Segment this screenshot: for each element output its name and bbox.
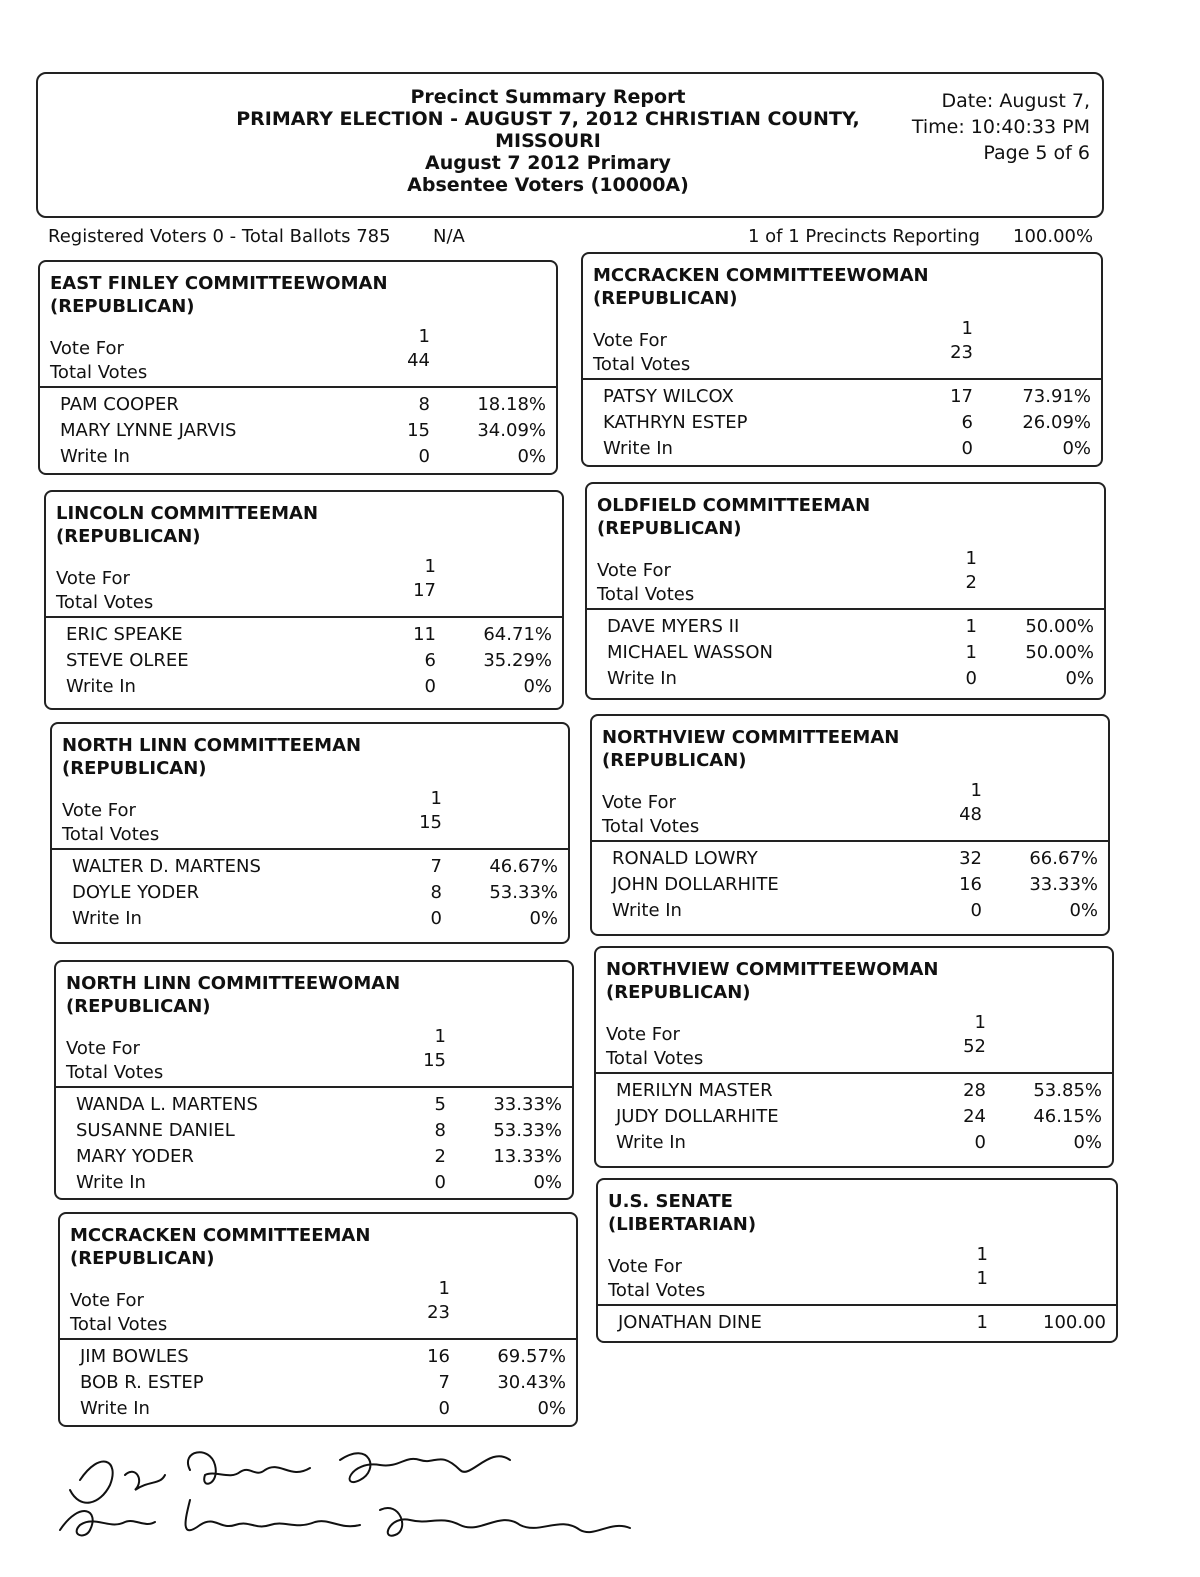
contest-box (590, 714, 1110, 936)
candidate-name: WANDA L. MARTENS (76, 1094, 258, 1115)
contest-title: NORTH LINN COMMITTEEWOMAN (REPUBLICAN) (66, 973, 401, 1017)
candidate-percent: 0% (1065, 668, 1094, 689)
total-votes-label: Total Votes (50, 362, 148, 383)
total-votes-label: Total Votes (602, 816, 700, 837)
total-votes-value: 1 (976, 1268, 988, 1289)
candidate-percent: 100.00 (1043, 1312, 1106, 1333)
contest-title: U.S. SENATE (LIBERTARIAN) (608, 1191, 757, 1235)
divider (40, 386, 556, 388)
divider (587, 608, 1104, 610)
candidate-name: JIM BOWLES (80, 1346, 189, 1367)
candidate-name: DAVE MYERS II (607, 616, 740, 637)
vote-for-label: Vote For (602, 792, 676, 813)
report-title: Precinct Summary Report (410, 86, 686, 108)
candidate-votes: 11 (413, 624, 436, 645)
candidate-name: KATHRYN ESTEP (603, 412, 748, 433)
candidate-row (80, 1372, 566, 1398)
total-votes-label: Total Votes (597, 584, 695, 605)
contest-box (596, 1178, 1118, 1343)
total-votes-value: 52 (963, 1036, 986, 1057)
vote-for-value: 1 (965, 548, 977, 569)
candidate-name: DOYLE YODER (72, 882, 200, 903)
candidate-percent: 26.09% (1022, 412, 1091, 433)
candidate-votes: 16 (959, 874, 982, 895)
candidate-row (603, 438, 1091, 464)
candidate-votes: 15 (407, 420, 430, 441)
candidate-name: Write In (60, 446, 130, 467)
candidate-name: Write In (607, 668, 677, 689)
candidate-votes: 0 (430, 908, 442, 929)
candidate-name: ERIC SPEAKE (66, 624, 183, 645)
candidate-percent: 50.00% (1025, 616, 1094, 637)
divider (592, 840, 1108, 842)
candidate-name: Write In (76, 1172, 146, 1193)
total-votes-value: 2 (965, 572, 977, 593)
candidate-votes: 28 (963, 1080, 986, 1101)
candidate-votes: 1 (976, 1312, 988, 1333)
candidate-row (616, 1080, 1102, 1106)
candidate-votes: 6 (424, 650, 436, 671)
candidate-row (607, 668, 1094, 694)
candidate-row (80, 1398, 566, 1424)
candidate-row (607, 642, 1094, 668)
contest-box (58, 1212, 578, 1427)
vote-for-label: Vote For (50, 338, 124, 359)
total-votes-label: Total Votes (608, 1280, 706, 1301)
contest-box (54, 960, 574, 1200)
report-header (36, 72, 1104, 218)
total-votes-label: Total Votes (62, 824, 160, 845)
total-votes-label: Total Votes (56, 592, 154, 613)
candidate-percent: 50.00% (1025, 642, 1094, 663)
header-meta (912, 88, 1090, 166)
total-votes-value: 23 (427, 1302, 450, 1323)
divider (596, 1072, 1112, 1074)
candidate-percent: 46.67% (489, 856, 558, 877)
contest-title: MCCRACKEN COMMITTEEMAN (REPUBLICAN) (70, 1225, 371, 1269)
candidate-votes: 8 (430, 882, 442, 903)
divider (52, 848, 568, 850)
candidate-percent: 66.67% (1029, 848, 1098, 869)
contest-box (38, 260, 558, 475)
report-date: Date: August 7, (941, 90, 1090, 112)
vote-for-label: Vote For (597, 560, 671, 581)
candidate-row (60, 394, 546, 420)
candidate-name: RONALD LOWRY (612, 848, 758, 869)
contest-box (44, 490, 564, 710)
candidate-row (612, 848, 1098, 874)
candidate-votes: 0 (965, 668, 977, 689)
candidate-percent: 46.15% (1033, 1106, 1102, 1127)
contest-title: OLDFIELD COMMITTEEMAN (REPUBLICAN) (597, 495, 871, 539)
candidate-percent: 30.43% (497, 1372, 566, 1393)
candidate-name: Write In (603, 438, 673, 459)
candidate-votes: 8 (418, 394, 430, 415)
total-votes-value: 15 (419, 812, 442, 833)
candidate-votes: 6 (961, 412, 973, 433)
candidate-votes: 0 (424, 676, 436, 697)
candidate-name: Write In (612, 900, 682, 921)
candidate-percent: 53.85% (1033, 1080, 1102, 1101)
contest-box (585, 482, 1106, 700)
precinct-name: Absentee Voters (10000A) (407, 174, 689, 196)
candidate-row (618, 1312, 1106, 1338)
candidate-percent: 69.57% (497, 1346, 566, 1367)
candidate-row (603, 386, 1091, 412)
candidate-row (66, 676, 552, 702)
candidate-percent: 33.33% (1029, 874, 1098, 895)
contest-title: NORTHVIEW COMMITTEEWOMAN (REPUBLICAN) (606, 959, 939, 1003)
vote-for-value: 1 (974, 1012, 986, 1033)
divider (56, 1086, 572, 1088)
candidate-percent: 0% (517, 446, 546, 467)
na-label: N/A (433, 226, 465, 247)
candidate-row (76, 1094, 562, 1120)
candidate-votes: 0 (961, 438, 973, 459)
candidate-percent: 0% (1073, 1132, 1102, 1153)
total-votes-value: 15 (423, 1050, 446, 1071)
candidate-name: JOHN DOLLARHITE (612, 874, 779, 895)
candidate-percent: 64.71% (483, 624, 552, 645)
handwritten-signatures (40, 1430, 640, 1550)
candidate-percent: 13.33% (493, 1146, 562, 1167)
precincts-reporting: 1 of 1 Precincts Reporting (748, 226, 980, 247)
candidate-votes: 5 (434, 1094, 446, 1115)
vote-for-value: 1 (438, 1278, 450, 1299)
candidate-row (66, 624, 552, 650)
candidate-row (76, 1120, 562, 1146)
candidate-percent: 0% (1062, 438, 1091, 459)
candidate-row (60, 446, 546, 472)
contest-title: NORTHVIEW COMMITTEEMAN (REPUBLICAN) (602, 727, 900, 771)
total-votes-label: Total Votes (593, 354, 691, 375)
total-votes-value: 17 (413, 580, 436, 601)
total-votes-value: 44 (407, 350, 430, 371)
divider (46, 616, 562, 618)
contest-title: EAST FINLEY COMMITTEEWOMAN (REPUBLICAN) (50, 273, 388, 317)
total-votes-label: Total Votes (66, 1062, 164, 1083)
candidate-percent: 33.33% (493, 1094, 562, 1115)
candidate-name: Write In (80, 1398, 150, 1419)
candidate-votes: 2 (434, 1146, 446, 1167)
candidate-percent: 0% (529, 908, 558, 929)
vote-for-label: Vote For (56, 568, 130, 589)
candidate-votes: 8 (434, 1120, 446, 1141)
candidate-row (72, 882, 558, 908)
vote-for-label: Vote For (62, 800, 136, 821)
page-number: Page 5 of 6 (983, 142, 1090, 164)
vote-for-label: Vote For (608, 1256, 682, 1277)
total-votes-value: 48 (959, 804, 982, 825)
vote-for-value: 1 (961, 318, 973, 339)
vote-for-value: 1 (424, 556, 436, 577)
candidate-row (72, 856, 558, 882)
candidate-row (76, 1146, 562, 1172)
vote-for-value: 1 (970, 780, 982, 801)
candidate-percent: 53.33% (489, 882, 558, 903)
candidate-name: Write In (66, 676, 136, 697)
candidate-row (80, 1346, 566, 1372)
candidate-name: PAM COOPER (60, 394, 179, 415)
candidate-row (607, 616, 1094, 642)
contest-box (581, 252, 1103, 467)
candidate-row (66, 650, 552, 676)
candidate-votes: 17 (950, 386, 973, 407)
contest-box (594, 946, 1114, 1168)
candidate-votes: 0 (418, 446, 430, 467)
candidate-percent: 53.33% (493, 1120, 562, 1141)
candidate-name: MARY LYNNE JARVIS (60, 420, 237, 441)
election-title-cont: MISSOURI (495, 130, 601, 152)
candidate-name: STEVE OLREE (66, 650, 189, 671)
vote-for-label: Vote For (593, 330, 667, 351)
vote-for-value: 1 (434, 1026, 446, 1047)
candidate-row (612, 900, 1098, 926)
contest-box (50, 722, 570, 944)
candidate-row (616, 1132, 1102, 1158)
candidate-percent: 73.91% (1022, 386, 1091, 407)
candidate-name: JONATHAN DINE (618, 1312, 762, 1333)
candidate-percent: 18.18% (477, 394, 546, 415)
candidate-name: SUSANNE DANIEL (76, 1120, 235, 1141)
candidate-percent: 0% (1069, 900, 1098, 921)
candidate-votes: 7 (430, 856, 442, 877)
candidate-percent: 0% (533, 1172, 562, 1193)
vote-for-label: Vote For (606, 1024, 680, 1045)
vote-for-value: 1 (418, 326, 430, 347)
candidate-name: Write In (72, 908, 142, 929)
divider (60, 1338, 576, 1340)
vote-for-label: Vote For (66, 1038, 140, 1059)
candidate-votes: 24 (963, 1106, 986, 1127)
candidate-percent: 0% (537, 1398, 566, 1419)
candidate-name: Write In (616, 1132, 686, 1153)
divider (598, 1304, 1116, 1306)
candidate-votes: 0 (438, 1398, 450, 1419)
candidate-votes: 1 (965, 642, 977, 663)
contest-title: LINCOLN COMMITTEEMAN (REPUBLICAN) (56, 503, 319, 547)
total-votes-label: Total Votes (70, 1314, 168, 1335)
contest-title: NORTH LINN COMMITTEEMAN (REPUBLICAN) (62, 735, 362, 779)
candidate-votes: 16 (427, 1346, 450, 1367)
candidate-votes: 0 (974, 1132, 986, 1153)
candidate-row (76, 1172, 562, 1198)
total-votes-value: 23 (950, 342, 973, 363)
precincts-reporting-pct: 100.00% (1013, 226, 1094, 247)
candidate-votes: 7 (438, 1372, 450, 1393)
report-time: Time: 10:40:33 PM (911, 116, 1090, 138)
candidate-percent: 34.09% (477, 420, 546, 441)
election-title: PRIMARY ELECTION - AUGUST 7, 2012 CHRISTIAN COUNTY, (236, 108, 860, 130)
vote-for-value: 1 (430, 788, 442, 809)
candidate-votes: 1 (965, 616, 977, 637)
divider (583, 378, 1101, 380)
candidate-percent: 0% (523, 676, 552, 697)
registered-voters-summary: Registered Voters 0 - Total Ballots 785 (48, 226, 391, 247)
candidate-name: WALTER D. MARTENS (72, 856, 261, 877)
contest-title: MCCRACKEN COMMITTEEWOMAN (REPUBLICAN) (593, 265, 929, 309)
candidate-name: JUDY DOLLARHITE (616, 1106, 779, 1127)
candidate-name: PATSY WILCOX (603, 386, 734, 407)
candidate-votes: 0 (970, 900, 982, 921)
candidate-name: MICHAEL WASSON (607, 642, 773, 663)
candidate-name: BOB R. ESTEP (80, 1372, 204, 1393)
election-name: August 7 2012 Primary (425, 152, 671, 174)
candidate-row (60, 420, 546, 446)
candidate-name: MERILYN MASTER (616, 1080, 773, 1101)
candidate-name: MARY YODER (76, 1146, 194, 1167)
candidate-row (72, 908, 558, 934)
header-center (188, 86, 908, 196)
vote-for-label: Vote For (70, 1290, 144, 1311)
candidate-votes: 0 (434, 1172, 446, 1193)
candidate-votes: 32 (959, 848, 982, 869)
candidate-percent: 35.29% (483, 650, 552, 671)
total-votes-label: Total Votes (606, 1048, 704, 1069)
candidate-row (603, 412, 1091, 438)
vote-for-value: 1 (976, 1244, 988, 1265)
candidate-row (612, 874, 1098, 900)
candidate-row (616, 1106, 1102, 1132)
